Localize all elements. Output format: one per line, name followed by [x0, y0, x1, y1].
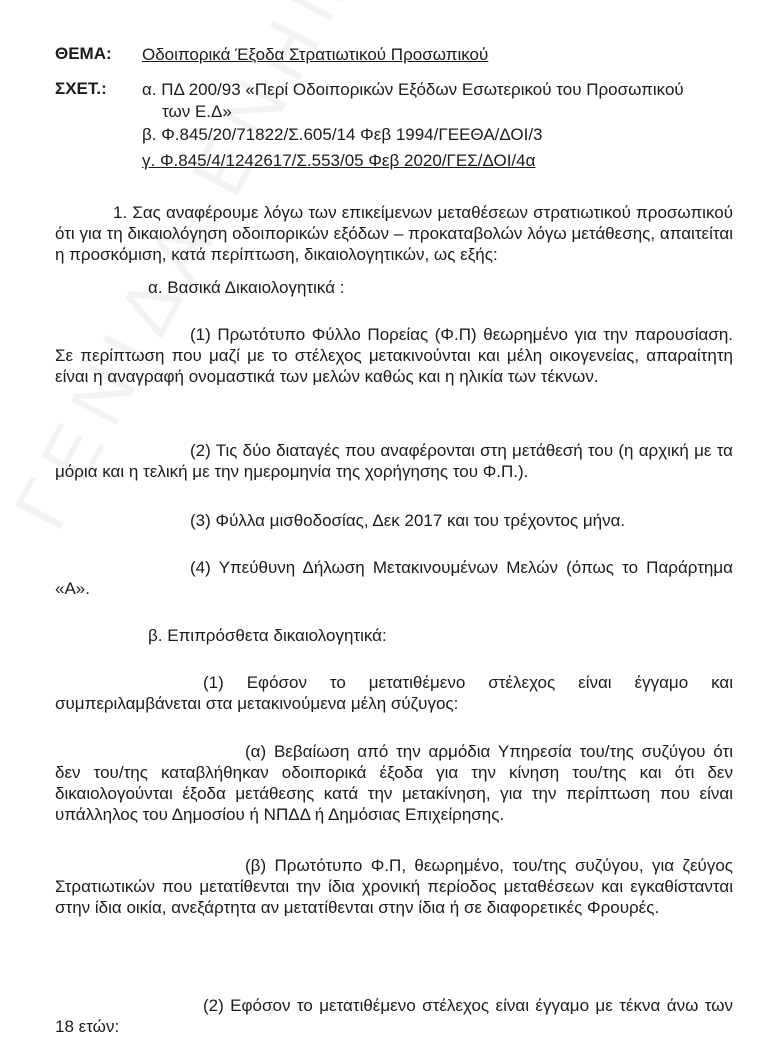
item-a1: (1) Πρωτότυπο Φύλλο Πορείας (Φ.Π) θεωρημένο για την παρουσίαση. Σε περίπτωση που μαζί με το στέλεχος μετακινούνται και μέλη οικογενείας, απαραίτητη είναι η αναγραφή ονομαστικά των μελών καθώς και η ηλικία των τέκνων. [55, 325, 733, 386]
section-b-heading: β. Επιπρόσθετα δικαιολογητικά: [148, 626, 387, 645]
reference-c: γ. Φ.845/4/1242617/Σ.553/05 Φεβ 2020/ΓΕΣ/ΔΟΙ/4α [142, 151, 536, 170]
reference-a-cont: των Ε.Δ» [162, 102, 232, 121]
item-b1b: (β) Πρωτότυπο Φ.Π, θεωρημένο, του/της συζύγου, για ζεύγος Στρατιωτικών που μετατίθενται την ίδια χρονική περίοδος μεταθέσεων και εγκαθίστανται στην ίδια οικία, ανεξάρτητα αν μετατίθενται στην ίδια ή σε διαφορετικές Φρουρές. [55, 856, 733, 917]
item-a2: (2) Τις δύο διαταγές που αναφέρονται στη μετάθεσή του (η αρχική με τα μόρια και η τελική με την ημερομηνία της χορήγησης του Φ.Π.). [55, 441, 733, 481]
subject-text: Οδοιπορικά Έξοδα Στρατιωτικού Προσωπικού [142, 45, 489, 64]
section-a-heading: α. Βασικά Δικαιολογητικά : [148, 278, 345, 297]
reference-b: β. Φ.845/20/71822/Σ.605/14 Φεβ 1994/ΓΕΕΘΑ/ΔΟΙ/3 [142, 125, 543, 144]
subject-label: ΘΕΜΑ: [55, 44, 112, 63]
item-b2: (2) Εφόσον το μετατιθέμενο στέλεχος είναι έγγαμο με τέκνα άνω των 18 ετών: [55, 996, 733, 1036]
reference-a: α. ΠΔ 200/93 «Περί Οδοιπορικών Εξόδων Εσωτερικού του Προσωπικού [142, 80, 684, 99]
item-a3: (3) Φύλλα μισθοδοσίας, Δεκ 2017 και του τρέχοντος μήνα. [190, 511, 626, 530]
paragraph-1: 1. Σας αναφέρουμε λόγω των επικείμενων μεταθέσεων στρατιωτικού προσωπικού ότι για τη δικαιολόγηση οδοιπορικών εξόδων – προκαταβολών λόγω μετάθεσης, απαιτείται η προσκόμιση, κατά περίπτωση, δικαιολογητικών, ως εξής: [55, 203, 733, 264]
item-b1: (1) Εφόσον το μετατιθέμενο στέλεχος είναι έγγαμο και συμπεριλαμβάνεται στα μετακινούμενα μέλη σύζυγος: [55, 673, 733, 713]
item-b1a: (α) Βεβαίωση από την αρμόδια Υπηρεσία του/της συζύγου ότι δεν του/της καταβλήθηκαν οδοιπορικά έξοδα για την κίνηση του/της και ότι δεν δικαιολογούνται έξοδα μετάθεσης κατά την μετακίνηση, για την περίπτωση που είναι υπάλληλος του Δημοσίου ή ΝΠΔΔ ή Δημόσιας Επιχείρησης. [55, 742, 733, 824]
reference-label: ΣΧΕΤ.: [55, 79, 107, 98]
item-a4: (4) Υπεύθυνη Δήλωση Μετακινουμένων Μελών (όπως το Παράρτημα «Α». [55, 558, 733, 598]
